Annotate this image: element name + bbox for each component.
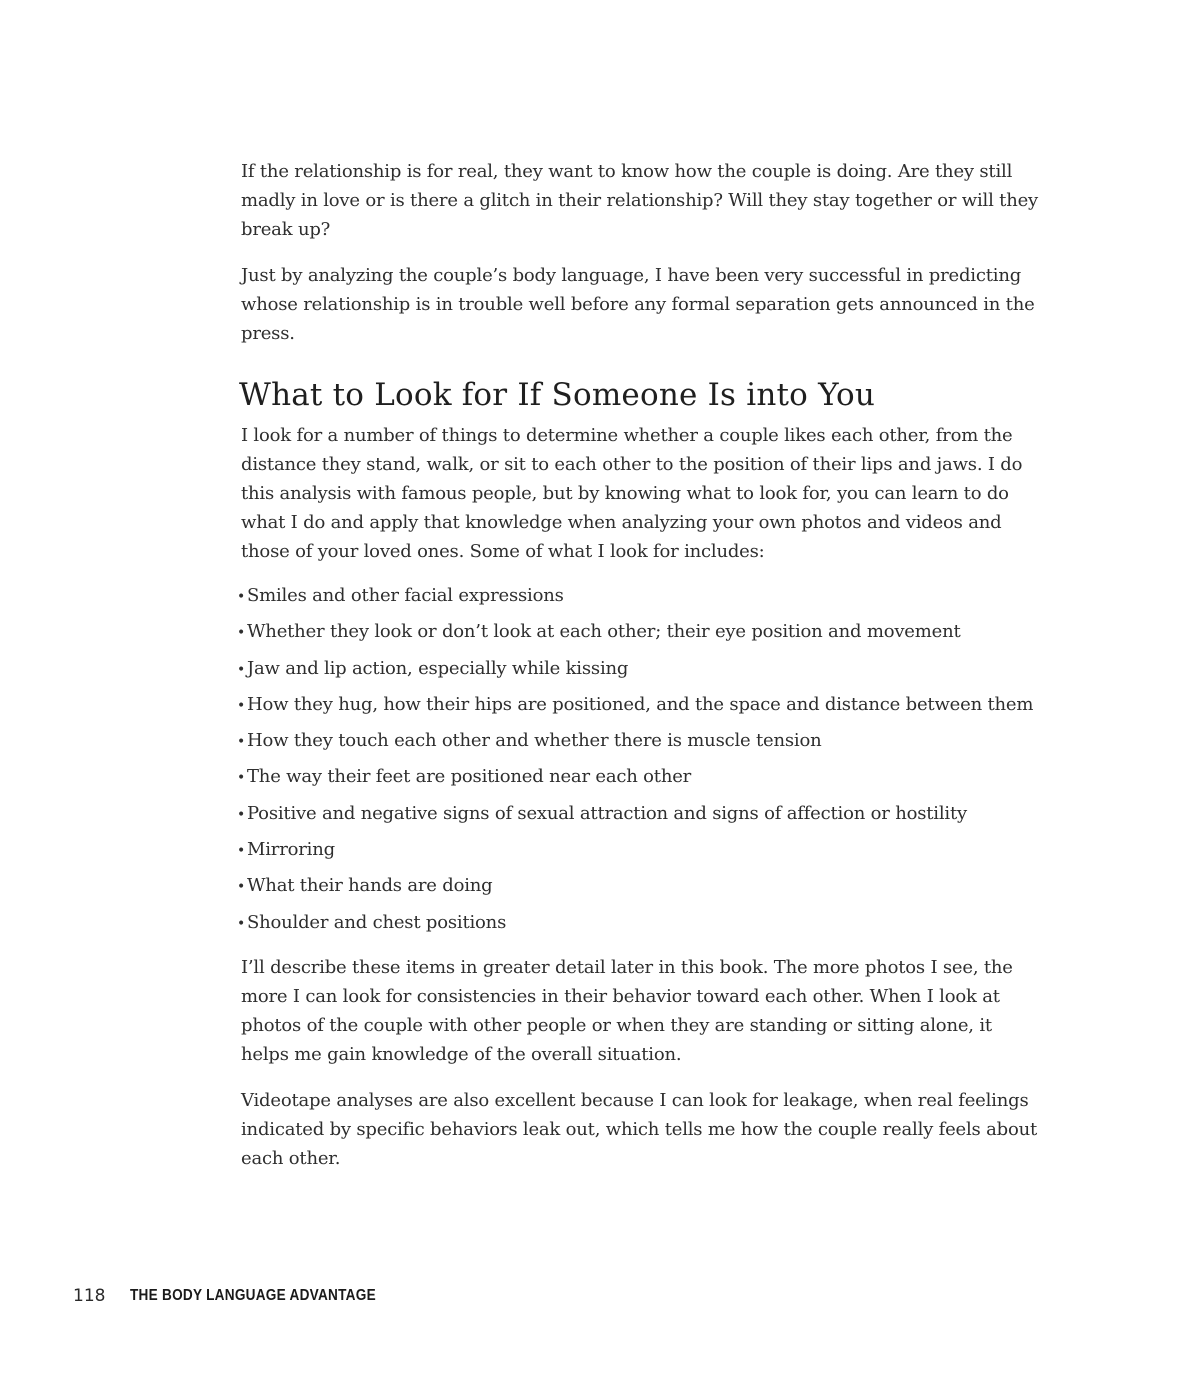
bullet-icon: •	[237, 806, 246, 823]
list-item-text: The way their feet are positioned near each other	[247, 766, 692, 788]
section-heading: What to Look for If Someone Is into You	[239, 377, 876, 413]
running-title: THE BODY LANGUAGE ADVANTAGE	[130, 1287, 376, 1304]
list-item	[237, 873, 1041, 900]
list-item-text: What their hands are doing	[247, 875, 493, 897]
page-body	[237, 157, 1041, 1190]
list-item	[237, 583, 1041, 610]
page-number: 118	[73, 1286, 106, 1306]
paragraph: Just by analyzing the couple’s body language, I have been very successful in predicting whose relationship is in trouble well before any formal separation gets announced in the press.	[241, 265, 1035, 344]
page-footer	[73, 1284, 419, 1308]
bullet-icon: •	[237, 589, 246, 605]
list-item-text: Mirroring	[247, 839, 335, 861]
bullet-list	[237, 583, 1041, 937]
bullet-icon: •	[237, 734, 246, 751]
list-item-text: Shoulder and chest positions	[247, 911, 507, 933]
list-item-text: Smiles and other facial expressions	[247, 585, 564, 606]
list-item	[237, 837, 1041, 864]
bullet-icon: •	[237, 661, 246, 678]
list-item-text: Whether they look or don’t look at each other; their eye position and movement	[247, 621, 961, 643]
list-item-text: Jaw and lip action, especially while kissing	[247, 657, 629, 679]
list-item	[237, 764, 1041, 791]
list-item	[237, 728, 1041, 755]
list-item-text: How they hug, how their hips are positioned, and the space and distance between them	[247, 693, 1034, 715]
bullet-icon: •	[237, 843, 246, 860]
paragraph: If the relationship is for real, they want to know how the couple is doing. Are they still madly in love or is there a glitch in their relationship? Will they stay together or will they break up?	[241, 161, 1039, 240]
bullet-icon: •	[237, 625, 246, 642]
bullet-icon: •	[237, 915, 246, 932]
section-intro: I look for a number of things to determine whether a couple likes each other, from the distance they stand, walk, or sit to each other to the position of their lips and jaws. I do this analysis with famous people, but by knowing what to look for, you can learn to do what I do and apply that knowledge when analyzing your own photos and videos and those of your loved ones. Some of what I look for includes:	[241, 425, 1023, 562]
list-item	[237, 619, 1041, 646]
paragraph: Videotape analyses are also excellent because I can look for leakage, when real feelings indicated by specific behaviors leak out, which tells me how the couple really feels about each other.	[241, 1089, 1038, 1169]
bullet-icon: •	[237, 697, 246, 714]
list-item-text: How they touch each other and whether there is muscle tension	[247, 730, 822, 752]
bullet-icon: •	[237, 879, 246, 896]
list-item	[237, 910, 1041, 937]
list-item	[237, 656, 1041, 683]
list-item	[237, 801, 1041, 828]
bullet-icon: •	[237, 770, 246, 787]
paragraph: I’ll describe these items in greater detail later in this book. The more photos I see, the more I can look for consistencies in their behavior toward each other. When I look at photos of the couple with other people or when they are standing or sitting alone, it helps me gain knowledge of the overall situation.	[241, 956, 1013, 1065]
list-item	[237, 692, 1041, 719]
list-item-text: Positive and negative signs of sexual attraction and signs of affection or hostility	[247, 802, 967, 824]
